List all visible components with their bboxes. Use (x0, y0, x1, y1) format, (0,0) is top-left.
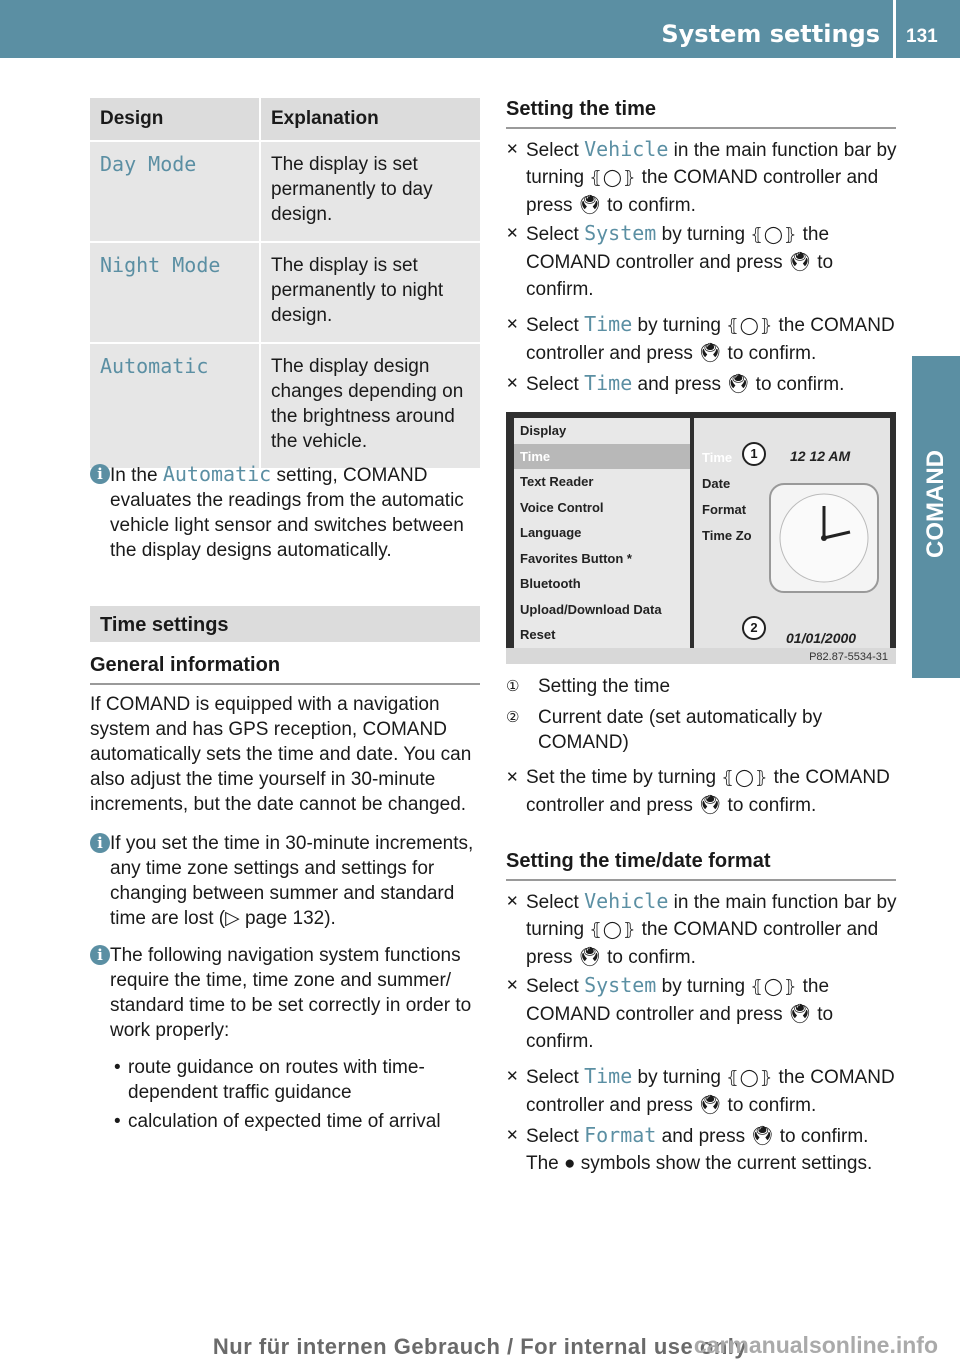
step-arrow-icon: ✕ (506, 1068, 519, 1085)
step-arrow-icon: ✕ (506, 769, 519, 786)
info-note (90, 831, 482, 931)
table-header-explanation: Explanation (260, 98, 480, 141)
step-arrow-icon: ✕ (506, 225, 519, 242)
step-arrow-icon: ✕ (506, 375, 519, 392)
screen-time-value: 12 12 AM (790, 448, 851, 464)
controller-turn-icon: ⦃◯⦄ (750, 977, 798, 997)
step-item: ✕ Select Time and press 🖲 to confirm. (506, 371, 845, 395)
table-header-row (90, 98, 480, 141)
info-note (90, 943, 482, 1043)
step-arrow-icon: ✕ (506, 977, 519, 994)
note-text: If you set the time in 30-minute increments, any time zone settings and settings for changing between summer and standard time are lost (▷ page 132). (110, 833, 474, 929)
step-item: ✕ Select Vehicle in the main function bar by turning ⦃◯⦄ the COMAND controller and press 🖲 to confirm. (506, 889, 897, 968)
screen-menu-item: Voice Control (520, 499, 604, 515)
header-divider (893, 0, 896, 58)
screen-menu-item: Display (520, 423, 567, 438)
controller-press-icon: 🖲 (577, 195, 602, 216)
image-code: P82.87-5534-31 (809, 651, 888, 663)
controller-turn-icon: ⦃◯⦄ (589, 920, 637, 940)
step-item: ✕ Select System by turning ⦃◯⦄ the COMAND controller and press 🖲 to confirm. (506, 221, 834, 300)
controller-turn-icon: ⦃◯⦄ (721, 768, 769, 788)
design-cell: Day Mode (90, 141, 260, 242)
controller-press-icon: 🖲 (698, 343, 723, 364)
controller-turn-icon: ⦃◯⦄ (726, 1068, 774, 1088)
controller-press-icon: 🖲 (787, 1004, 812, 1025)
table-row (90, 343, 480, 468)
step-arrow-icon: ✕ (506, 141, 519, 158)
note-text-post: setting, COMAND evaluates the readings from the automatic vehicle light sensor and switches between the display designs automatically. (110, 465, 464, 561)
step-item: ✕ Set the time by turning ⦃◯⦄ the COMAND controller and press 🖲 to confirm. (506, 764, 898, 819)
table-row (90, 141, 480, 242)
info-icon: i (90, 464, 110, 484)
screen-submenu (694, 418, 890, 648)
step-item: ✕ Select System by turning ⦃◯⦄ the COMAND controller and press 🖲 to confirm. (506, 973, 834, 1052)
controller-turn-icon: ⦃◯⦄ (750, 225, 798, 245)
table-header-design: Design (90, 98, 260, 141)
step-arrow-icon: ✕ (506, 893, 519, 910)
legend-number: ② (506, 709, 520, 726)
list-item: • calculation of expected time of arrival (114, 1109, 482, 1134)
legend-text: Current date (set automatically by COMAND) (538, 707, 823, 753)
legend-text: Setting the time (538, 676, 671, 697)
controller-turn-icon: ⦃◯⦄ (589, 168, 637, 188)
controller-press-icon: 🖲 (577, 947, 602, 968)
format-heading: Setting the time/date format (506, 850, 896, 881)
step-item: ✕ Select Time by turning ⦃◯⦄ the COMAND controller and press 🖲 to confirm. (506, 1064, 895, 1116)
info-icon: i (90, 945, 110, 965)
comand-screen-image (506, 412, 896, 664)
screen-menu-item: Favorites Button * (520, 550, 632, 566)
setting-time-heading: Setting the time (506, 98, 896, 129)
explanation-cell: The display is set permanently to night design. (260, 242, 480, 343)
screen-sub-item: Format (702, 502, 747, 517)
explanation-cell: The display is set permanently to day design. (260, 141, 480, 242)
screen-menu-item: Upload/Download Data (520, 601, 662, 617)
general-heading: General information (90, 654, 480, 685)
clock-icon (764, 478, 884, 598)
note-text-pre: In the (110, 465, 163, 486)
screen-menu-item: Text Reader (520, 474, 594, 489)
screen-sub-item: Date (702, 476, 731, 491)
callout-2: 2 (742, 616, 766, 640)
controller-press-icon: 🖲 (726, 374, 751, 395)
step-arrow-icon: ✕ (506, 316, 519, 333)
list-item-text: calculation of expected time of arrival (128, 1111, 441, 1132)
step-item: ✕ Select Vehicle in the main function bar by turning ⦃◯⦄ the COMAND controller and press 🖲 to confirm. (506, 137, 897, 216)
screen-sub-item: Time (702, 450, 733, 465)
callout-1: 1 (742, 442, 766, 466)
screen-menu-item: Time (514, 444, 690, 470)
list-item-text: route guidance on routes with time-dependent traffic guidance (128, 1057, 425, 1103)
step-item: ✕ Select Format and press 🖲 to confirm. The ● symbols show the current settings. (506, 1123, 873, 1174)
side-tab-label (922, 506, 950, 558)
note-text (90, 462, 482, 563)
page-number: 131 (906, 26, 938, 47)
controller-press-icon: 🖲 (698, 795, 723, 816)
footer-watermark: Nur für internen Gebrauch / For internal use only (212, 1334, 748, 1359)
footer-site: carmanualsonline.info (693, 1332, 938, 1358)
design-table (90, 98, 480, 468)
screen-menu (514, 418, 690, 648)
design-cell: Night Mode (90, 242, 260, 343)
screen-menu-item: Reset (520, 627, 556, 642)
section-title: Time settings (90, 606, 480, 642)
legend-item (506, 674, 898, 699)
screen-sub-item: Time Zo (702, 528, 752, 543)
design-cell: Automatic (90, 343, 260, 468)
legend-item (506, 705, 898, 755)
controller-press-icon: 🖲 (698, 1095, 723, 1116)
legend-number: ① (506, 678, 520, 695)
general-text: If COMAND is equipped with a navigation system and has GPS reception, COMAND automatically sets the time and date. You can also adjust the time yourself in 30-minute increments, but the date cannot be changed. (90, 694, 472, 815)
table-row (90, 242, 480, 343)
step-note: The ● symbols show the current settings. (526, 1153, 873, 1174)
screen-date-value: 01/01/2000 (786, 630, 857, 646)
screen-menu-item: Language (520, 525, 582, 540)
screen-menu-item: Bluetooth (520, 576, 581, 591)
list-item: • route guidance on routes with time-dependent traffic guidance (114, 1055, 482, 1105)
controller-turn-icon: ⦃◯⦄ (726, 316, 774, 336)
page-title: System settings (661, 20, 880, 48)
info-note (90, 462, 482, 563)
controller-press-icon: 🖲 (787, 252, 812, 273)
note-code: Automatic (162, 462, 272, 486)
step-item: ✕ Select Time by turning ⦃◯⦄ the COMAND controller and press 🖲 to confirm. (506, 312, 895, 364)
controller-press-icon: 🖲 (750, 1126, 775, 1147)
explanation-cell: The display design changes depending on the brightness around the vehicle. (260, 343, 480, 468)
note-text: The following navigation system functions require the time, time zone and summer/ standard time to be set correctly in order to work properly: (110, 945, 472, 1041)
info-icon: i (90, 833, 110, 853)
step-arrow-icon: ✕ (506, 1127, 519, 1144)
